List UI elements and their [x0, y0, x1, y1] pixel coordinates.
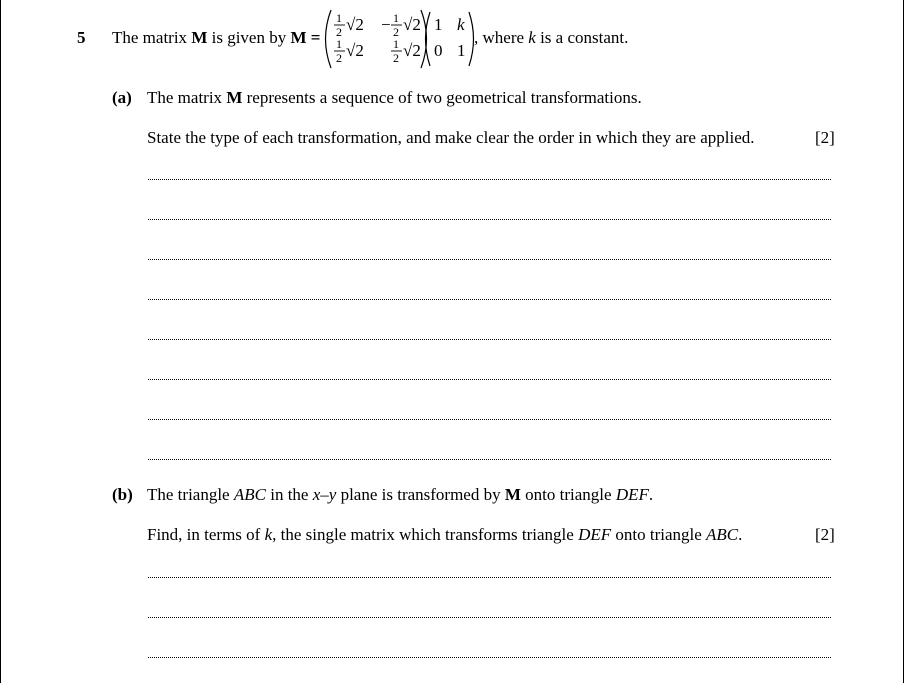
part-b-answer-line[interactable] — [148, 657, 831, 658]
m12-minus: − — [381, 15, 391, 34]
part-b-answer-line[interactable] — [148, 577, 831, 578]
part-a-answer-line[interactable] — [148, 219, 831, 220]
m11-root: √2 — [346, 15, 364, 34]
part-b-l1-end: . — [648, 485, 654, 504]
part-b-l2-end: . — [738, 525, 743, 544]
part-b-answer-line[interactable] — [148, 617, 831, 618]
stem-suffix-rest: is a constant. — [540, 28, 629, 47]
question-number: 5 — [77, 28, 86, 47]
part-b-l1-a: The triangle — [147, 485, 230, 504]
part-b-l1-matrix-symbol: M — [504, 485, 521, 504]
m12-frac-num: 1 — [393, 11, 399, 25]
m12-root: √2 — [403, 15, 421, 34]
part-b-label: (b) — [112, 485, 133, 504]
part-a-answer-line[interactable] — [148, 259, 831, 260]
part-a-matrix-symbol: M — [226, 88, 243, 107]
part-b-l2-k: k — [264, 525, 273, 544]
part-b-line1 — [147, 485, 653, 505]
left-matrix-open-paren — [326, 10, 332, 68]
part-a-line1-suffix: represents a sequence of two geometrical transformations. — [246, 88, 642, 107]
part-a-line1 — [147, 88, 642, 108]
stem-k: k — [528, 28, 536, 47]
stem-given-by: is given by — [211, 28, 287, 47]
m22-root: √2 — [403, 41, 421, 60]
m11-frac-num: 1 — [336, 11, 342, 25]
part-a-marks: [2] — [815, 128, 835, 147]
part-a-answer-line[interactable] — [148, 179, 831, 180]
part-b-l1-d: onto triangle — [525, 485, 612, 504]
part-b-marks: [2] — [815, 525, 835, 544]
matrix-expression — [319, 8, 481, 70]
part-b-l1-def: DEF — [615, 485, 649, 504]
m11-frac-den: 2 — [336, 25, 342, 39]
part-a-instruction: State the type of each transformation, and make clear the order in which they are applied. — [147, 128, 755, 147]
stem-equals: M = — [290, 28, 321, 47]
r11: 1 — [434, 15, 443, 34]
r22: 1 — [457, 41, 466, 60]
part-b-l2-c: onto triangle — [615, 525, 702, 544]
m21-frac-num: 1 — [336, 37, 342, 51]
part-b-l1-xy: x–y — [312, 485, 337, 504]
part-b-l2-abc: ABC — [706, 525, 739, 544]
m21-root: √2 — [346, 41, 364, 60]
m22-frac-den: 2 — [393, 51, 399, 65]
part-a-answer-line[interactable] — [148, 379, 831, 380]
stem-suffix-prefix: , where — [474, 28, 525, 47]
r12: k — [457, 15, 465, 34]
part-b-l1-c: plane is transformed by — [340, 485, 501, 504]
part-a-answer-line[interactable] — [148, 299, 831, 300]
r21: 0 — [434, 41, 443, 60]
page-border-right — [903, 0, 904, 683]
part-b-l2-a: Find, in terms of — [147, 525, 261, 544]
part-a-label: (a) — [112, 88, 132, 107]
part-a-line1-prefix: The matrix — [147, 88, 223, 107]
m22-frac-num: 1 — [393, 37, 399, 51]
part-b-l2-def: DEF — [578, 525, 612, 544]
part-a-answer-line[interactable] — [148, 339, 831, 340]
right-matrix-close-paren — [469, 12, 474, 66]
stem-suffix — [474, 28, 628, 48]
stem-prefix: The matrix — [112, 28, 188, 47]
part-a-answer-line[interactable] — [148, 459, 831, 460]
question-stem — [112, 28, 320, 48]
part-b-l2-b: , the single matrix which transforms triangle — [272, 525, 574, 544]
page-border-left — [0, 0, 1, 683]
part-b-l1-b: in the — [270, 485, 309, 504]
part-a-answer-line[interactable] — [148, 419, 831, 420]
part-b-l1-abc: ABC — [233, 485, 266, 504]
stem-matrix-symbol: M — [191, 28, 208, 47]
m21-frac-den: 2 — [336, 51, 342, 65]
m12-frac-den: 2 — [393, 25, 399, 39]
matrix-svg — [319, 8, 481, 70]
part-b-instruction — [147, 525, 742, 545]
